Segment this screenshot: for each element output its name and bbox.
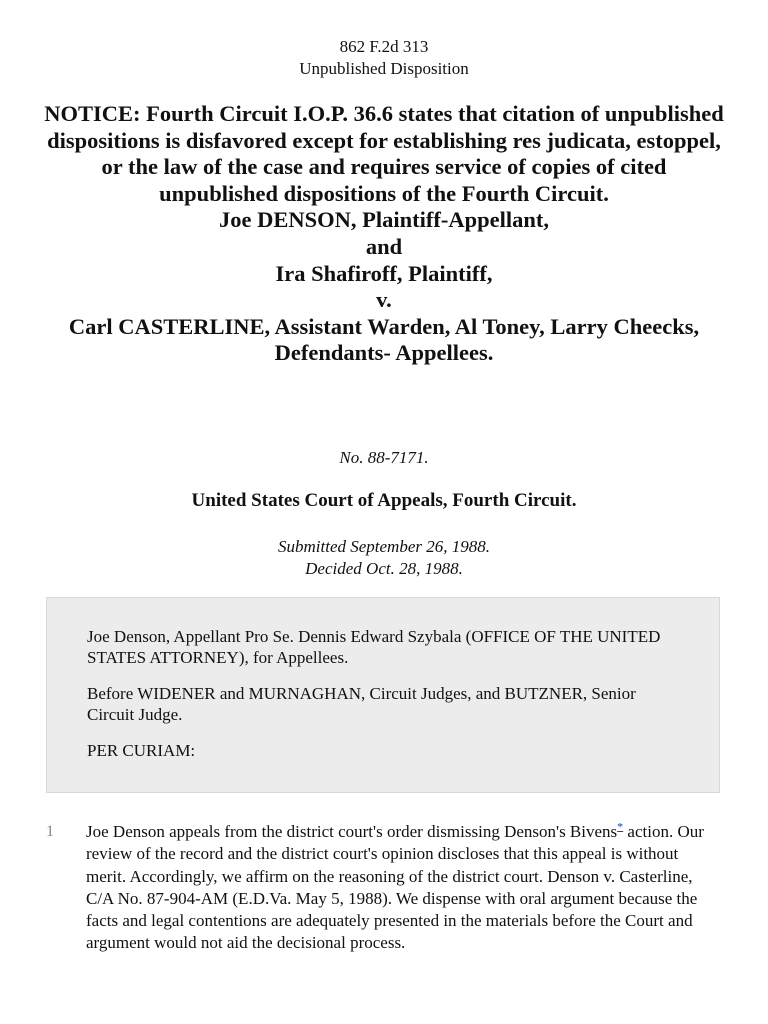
paragraph-number: 1 bbox=[46, 823, 54, 840]
case-dates bbox=[0, 536, 768, 580]
decided-date: Decided Oct. 28, 1988. bbox=[305, 559, 463, 578]
footnote-link[interactable]: * bbox=[617, 819, 624, 834]
defendants: Carl CASTERLINE, Assistant Warden, Al Toney, Larry Cheecks, bbox=[68, 313, 700, 339]
submitted-date: Submitted September 26, 1988. bbox=[278, 537, 490, 556]
court-name: United States Court of Appeals, Fourth Circuit. bbox=[191, 490, 577, 511]
panel-text: Before WIDENER and MURNAGHAN, Circuit Judges, and BUTZNER, Senior Circuit Judge. bbox=[87, 684, 636, 724]
versus: v. bbox=[376, 287, 392, 313]
docket-number: No. 88-7171. bbox=[339, 448, 429, 467]
plaintiff: Ira Shafiroff, Plaintiff, bbox=[275, 260, 493, 286]
and-conjunction: and bbox=[365, 233, 403, 259]
preliminary-box bbox=[46, 597, 720, 793]
counsel-text: Joe Denson, Appellant Pro Se. Dennis Edward Szybala (OFFICE OF THE UNITED STATES ATTORNEY), for Appellees. bbox=[87, 627, 661, 667]
paragraph-text bbox=[86, 821, 720, 955]
paragraph-text-start: Joe Denson appeals from the district court's order dismissing Denson's Bivens bbox=[86, 822, 618, 841]
citation-header bbox=[0, 36, 768, 80]
paragraph-text-rest: action. Our review of the record and the district court's opinion discloses that this appeal is without merit. Accordingly, we affirm on the reasoning of the district court. Denson v. Casterline, C/A No. 87-904-AM (E.D.Va. May 5, 1988). We dispense with oral argument because the facts and legal contentions are adequately presented in the materials before the Court and argument would not aid the decisional process. bbox=[86, 822, 704, 953]
case-caption bbox=[40, 101, 728, 367]
reporter-citation: 862 F.2d 313 bbox=[339, 37, 429, 56]
per-curiam-label: PER CURIAM: bbox=[87, 741, 196, 760]
disposition-label: Unpublished Disposition bbox=[299, 59, 469, 78]
plaintiff-appellant: Joe DENSON, Plaintiff-Appellant, bbox=[218, 207, 549, 233]
notice-text: NOTICE: Fourth Circuit I.O.P. 36.6 states that citation of unpublished dispositions is disfavored except for establishing res judicata, estoppel, or the law of the case and requires service of copies of cited unpublished dispositions of the Fourth Circuit. bbox=[44, 101, 724, 206]
opinion-paragraph bbox=[46, 821, 720, 955]
defendants-role: Defendants- Appellees. bbox=[274, 340, 494, 366]
